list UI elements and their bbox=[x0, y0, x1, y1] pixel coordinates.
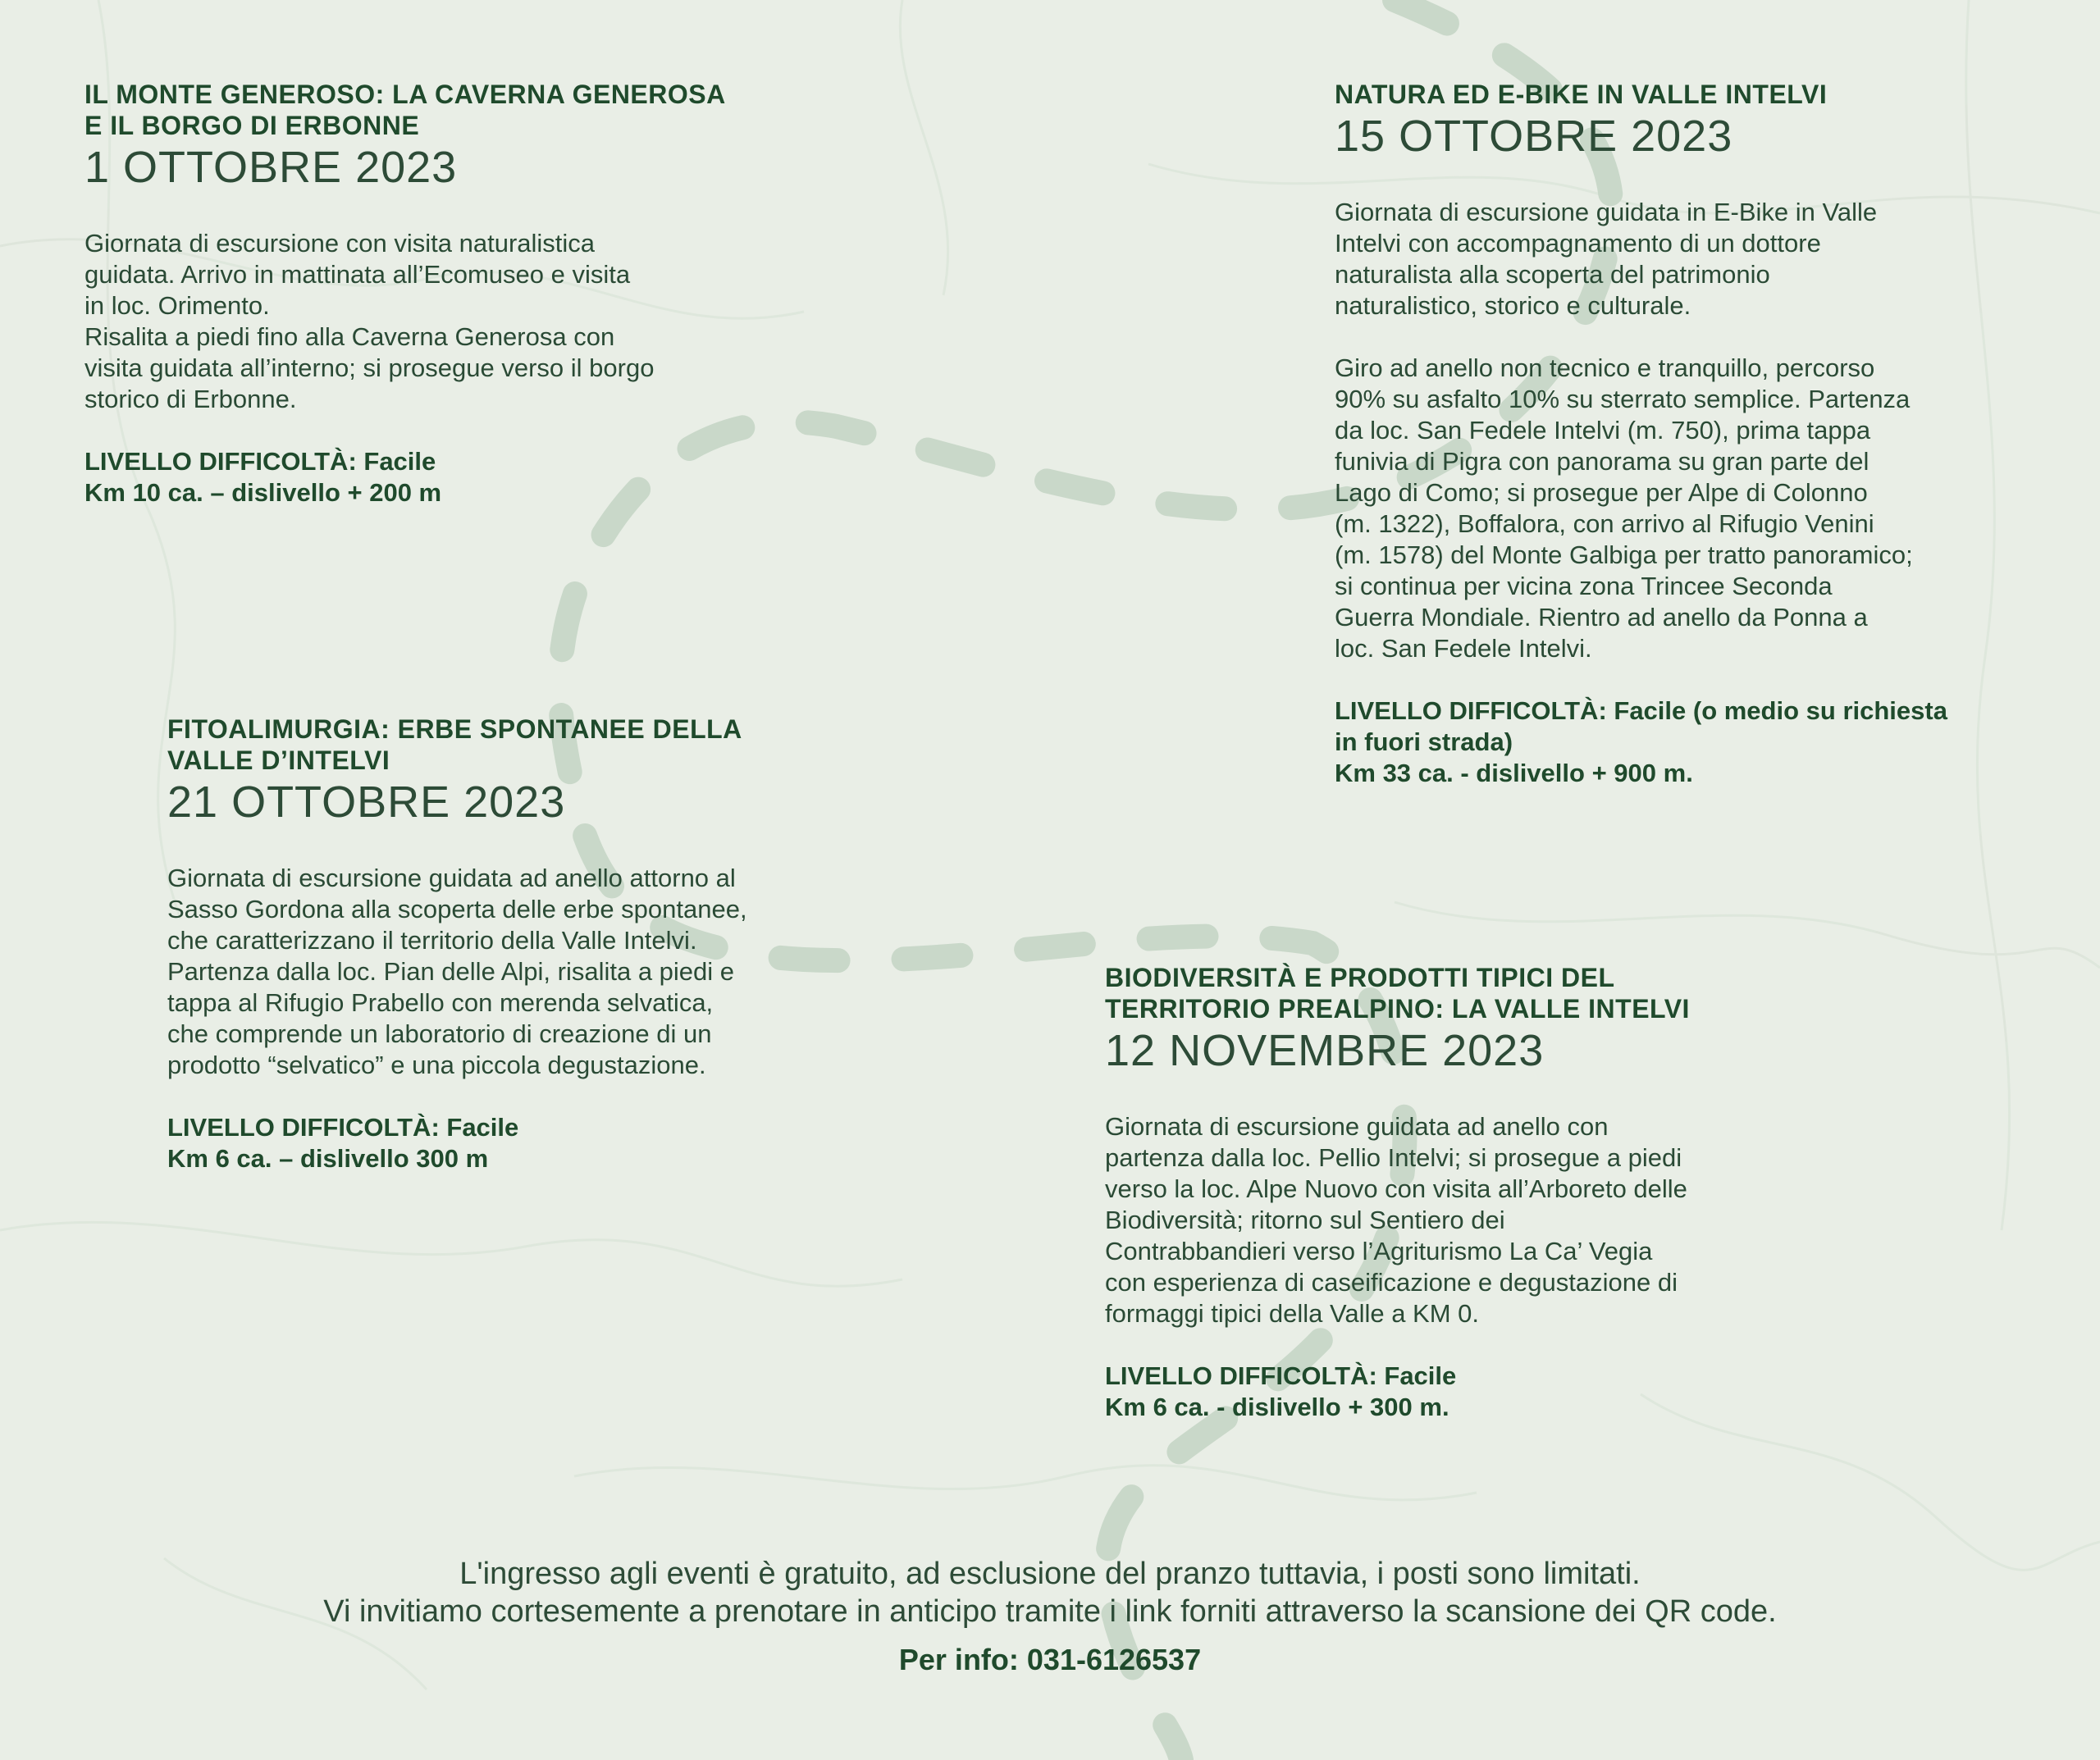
event-title: BIODIVERSITÀ E PRODOTTI TIPICI DEL TERRITORIO PREALPINO: LA VALLE INTELVI bbox=[1105, 963, 1690, 1024]
difficulty-level: LIVELLO DIFFICOLTÀ: Facile bbox=[167, 1113, 519, 1142]
event-monte-generoso bbox=[84, 79, 790, 508]
event-date: 15 OTTOBRE 2023 bbox=[1335, 112, 1733, 161]
distance-elevation: Km 10 ca. – dislivello + 200 m bbox=[84, 478, 442, 507]
event-description: Giornata di escursione guidata in E-Bike in Valle Intelvi con accompagnamento di un dottore naturalista alla scoperta del patrimonio naturalistico, storico e culturale. bbox=[1335, 198, 1878, 320]
footer-booking-note: Vi invitiamo cortesemente a prenotare in anticipo tramite i link forniti attraverso la scansione dei QR code. bbox=[323, 1594, 1777, 1629]
footer-contact-phone: Per info: 031-6126537 bbox=[898, 1643, 1202, 1676]
distance-elevation: Km 6 ca. - dislivello + 300 m. bbox=[1105, 1393, 1449, 1421]
event-route-description: Giro ad anello non tecnico e tranquillo, percorso 90% su asfalto 10% su sterrato semplice. Partenza da loc. San Fedele Intelvi (m. 750), prima tappa funivia di Pigra con panorama su gran parte del Lago di Como; si prosegue per Alpe di Colonno (m. 1322), Boffalora, con arrivo al Rifugio Venini (m. 1578) del Monte Galbiga per tratto panoramico; si continua per vicina zona Trincee Seconda Guerra Mondiale. Rientro ad anello da Ponna a loc. San Fedele Intelvi. bbox=[1335, 353, 1913, 663]
event-description: Giornata di escursione guidata ad anello con partenza dalla loc. Pellio Intelvi; si prosegue a piedi verso la loc. Alpe Nuovo con visita all’Arboreto delle Biodiversità; ritorno sul Sentiero dei Contrabbandieri verso l’Agriturismo La Ca’ Vegia con esperienza di caseificazione e degustazione di formaggi tipici della Valle a KM 0. bbox=[1105, 1112, 1687, 1328]
event-date: 12 NOVEMBRE 2023 bbox=[1105, 1026, 1545, 1075]
event-description: Giornata di escursione guidata ad anello attorno al Sasso Gordona alla scoperta delle erbe spontanee, che caratterizzano il territorio della Valle Intelvi. Partenza dalla loc. Pian delle Alpi, risalita a piedi e tappa al Rifugio Prabello con merenda selvatica, che comprende un laboratorio di creazione di un prodotto “selvatico” e una piccola degustazione. bbox=[167, 864, 747, 1079]
event-date: 21 OTTOBRE 2023 bbox=[167, 777, 566, 827]
event-description: Giornata di escursione con visita naturalistica guidata. Arrivo in mattinata all’Ecomuseo e visita in loc. Orimento. Risalita a piedi fino alla Caverna Generosa con visita guidata all’interno; si prosegue verso il borgo storico di Erbonne. bbox=[84, 229, 655, 413]
footer bbox=[0, 1555, 2100, 1678]
event-date: 1 OTTOBRE 2023 bbox=[84, 143, 458, 192]
distance-elevation: Km 33 ca. - dislivello + 900 m. bbox=[1335, 759, 1693, 787]
event-title: NATURA ED E-BIKE IN VALLE INTELVI bbox=[1335, 80, 1828, 109]
difficulty-level: LIVELLO DIFFICOLTÀ: Facile (o medio su richiesta in fuori strada) bbox=[1335, 696, 1947, 756]
event-title: IL MONTE GENEROSO: LA CAVERNA GENEROSA E IL BORGO DI ERBONNE bbox=[84, 80, 726, 140]
event-title: FITOALIMURGIA: ERBE SPONTANEE DELLA VALLE D’INTELVI bbox=[167, 714, 742, 775]
difficulty-level: LIVELLO DIFFICOLTÀ: Facile bbox=[84, 447, 436, 476]
footer-free-entry-note: L'ingresso agli eventi è gratuito, ad esclusione del pranzo tuttavia, i posti sono limitati. bbox=[459, 1557, 1641, 1591]
event-fitoalimurgia bbox=[167, 714, 889, 1174]
event-natura-ebike bbox=[1335, 79, 2057, 789]
difficulty-level: LIVELLO DIFFICOLTÀ: Facile bbox=[1105, 1361, 1457, 1390]
event-biodiversita bbox=[1105, 962, 1827, 1423]
distance-elevation: Km 6 ca. – dislivello 300 m bbox=[167, 1144, 489, 1173]
